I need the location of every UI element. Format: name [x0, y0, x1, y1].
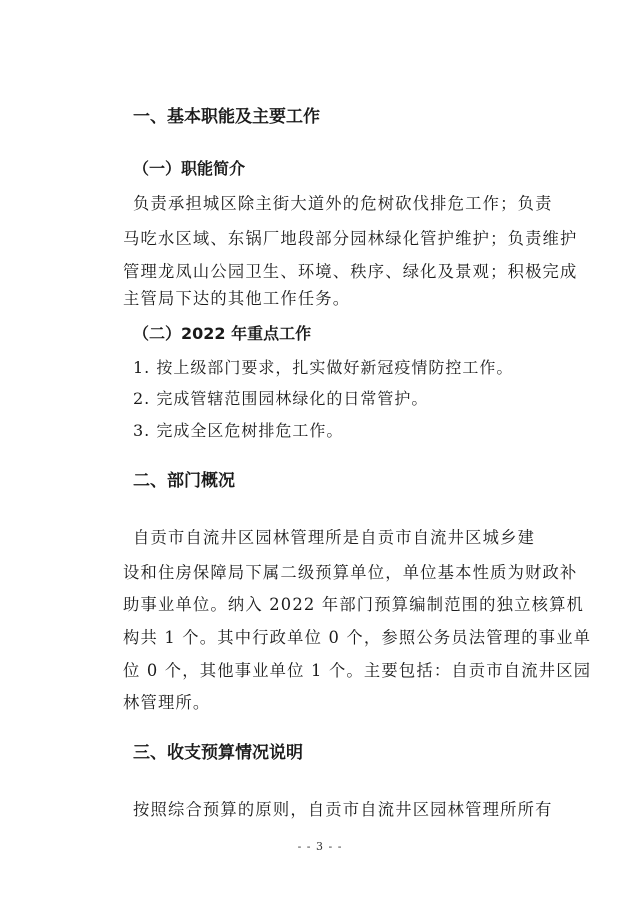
section2-line: 位 0 个，其他事业单位 1 个。主要包括：自贡市自流井区园	[123, 661, 592, 680]
section2-line: 自贡市自流井区园林管理所是自贡市自流井区城乡建	[133, 528, 536, 547]
section3-line: 按照综合预算的原则，自贡市自流井区园林管理所所有	[133, 800, 553, 819]
section2-line: 林管理所。	[123, 693, 211, 712]
sub2-item: 1. 按上级部门要求，扎实做好新冠疫情防控工作。	[133, 358, 514, 377]
section1-sub1-heading: （一）职能简介	[133, 159, 246, 178]
section2-heading: 二、部门概况	[133, 471, 235, 491]
sub1-line: 主管局下达的其他工作任务。	[123, 289, 351, 308]
sub1-line: 马吃水区域、东锅厂地段部分园林绿化管护维护；负责维护	[123, 229, 578, 248]
sub2-item: 3. 完成全区危树排危工作。	[133, 421, 344, 440]
sub2-item: 2. 完成管辖范围园林绿化的日常管护。	[133, 389, 429, 408]
section3-heading: 三、收支预算情况说明	[133, 743, 303, 763]
section2-line: 设和住房保障局下属二级预算单位，单位基本性质为财政补	[123, 563, 578, 582]
section1-sub2-heading: （二）2022 年重点工作	[133, 324, 312, 343]
sub1-line: 负责承担城区除主街大道外的危树砍伐排危工作；负责	[133, 194, 553, 213]
page-number: - - 3 - -	[297, 840, 343, 853]
section1-heading: 一、基本职能及主要工作	[133, 107, 320, 127]
section2-line: 助事业单位。纳入 2022 年部门预算编制范围的独立核算机	[123, 595, 585, 614]
section2-line: 构共 1 个。其中行政单位 0 个，参照公务员法管理的事业单	[123, 628, 592, 647]
sub1-line: 管理龙凤山公园卫生、环境、秩序、绿化及景观；积极完成	[123, 262, 578, 281]
